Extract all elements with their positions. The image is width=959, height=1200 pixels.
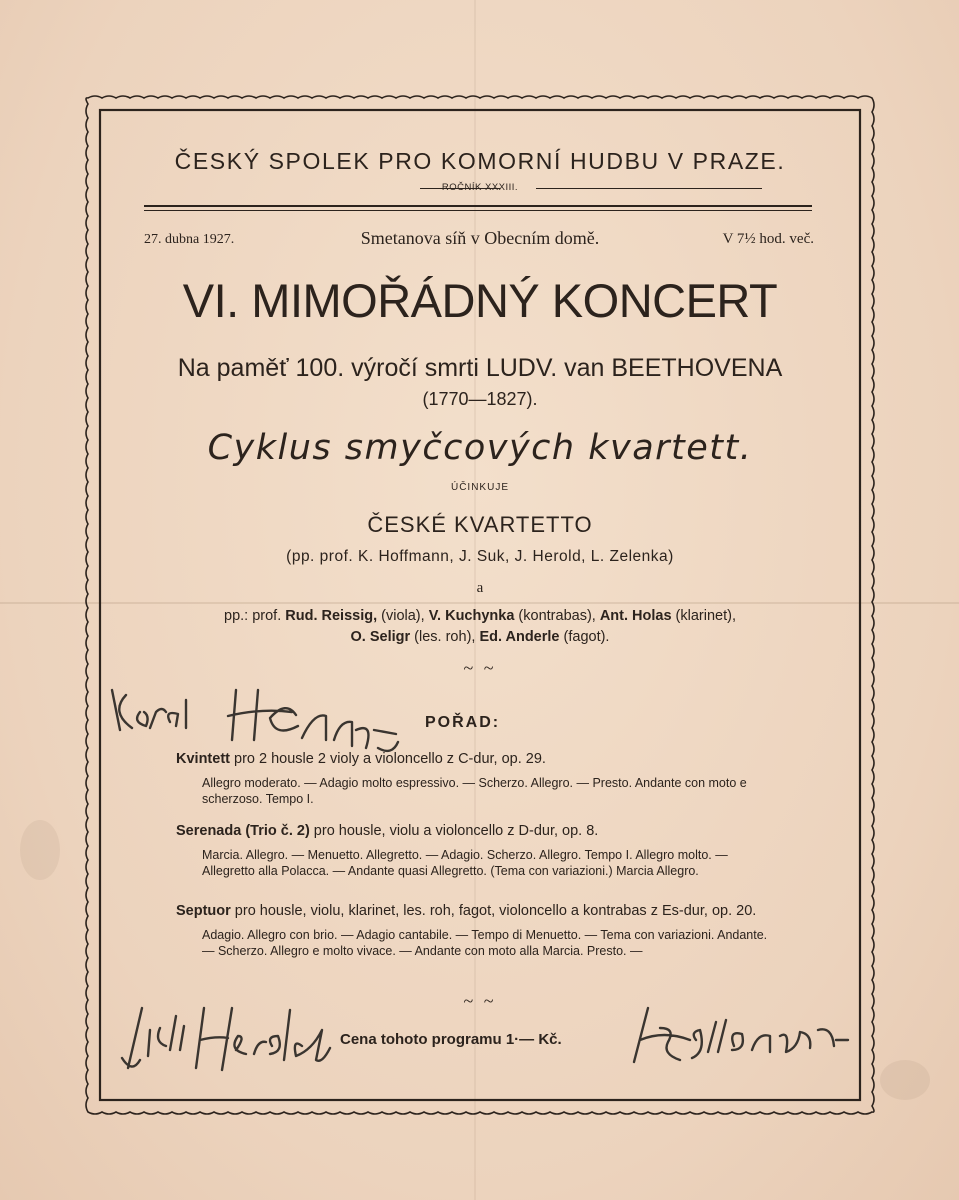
guest-role: (klarinet),: [671, 608, 736, 624]
program-heading: POŘAD:: [425, 714, 501, 731]
performers-label: ÚČINKUJE: [450, 482, 509, 493]
concert-time: V 7½ hod. več.: [722, 231, 814, 247]
guest-performers-line-2: [100, 629, 860, 645]
guest-role: (kontrabas),: [514, 608, 600, 624]
guest-name: V. Kuchynka: [428, 608, 515, 624]
guest-performers-line-1: [100, 608, 860, 624]
piece-name: Kvintett: [176, 751, 230, 767]
ornament-separator: ~ ~: [463, 991, 497, 1011]
guest-role: (les. roh),: [410, 629, 480, 645]
piece-movements: Allegro moderato. — Adagio molto espressivo. — Scherzo. Allegro. — Presto. Andante con moto e scherzoso. Tempo I.: [202, 776, 747, 806]
header-rule-bottom: [144, 210, 812, 211]
guest-role: (fagot).: [559, 629, 610, 645]
piece-title: [176, 822, 776, 841]
guest-name: Ed. Anderle: [479, 629, 560, 645]
memorial-line: Na paměť 100. výročí smrti LUDV. van BEETHOVENA: [177, 354, 783, 382]
concert-venue: Smetanova síň v Obecním domě.: [360, 228, 600, 248]
quartet-members: (pp. prof. K. Hoffmann, J. Suk, J. Herold, L. Zelenka): [286, 548, 674, 565]
beethoven-years: (1770—1827).: [422, 389, 538, 409]
guest-role: (viola),: [377, 608, 429, 624]
concert-date: 27. dubna 1927.: [144, 232, 235, 247]
guest-prefix: pp.: prof.: [224, 608, 286, 624]
cycle-title: Cyklus smyčcových kvartett.: [207, 428, 753, 468]
concert-title: VI. MIMOŘÁDNÝ KONCERT: [182, 274, 778, 327]
piece-name: Serenada (Trio č. 2): [176, 823, 310, 839]
guest-name: Ant. Holas: [599, 608, 672, 624]
piece-title: [176, 902, 776, 921]
society-name: ČESKÝ SPOLEK PRO KOMORNÍ HUDBU V PRAZE.: [174, 148, 786, 174]
piece-description: pro housle, violu a violoncello z D-dur, op. 8.: [309, 823, 599, 839]
piece-title: [176, 750, 776, 769]
piece-name: Septuor: [176, 903, 231, 919]
piece-description: pro housle, violu, klarinet, les. roh, fagot, violoncello a kontrabas z Es-dur, op. 20.: [230, 903, 757, 919]
quartet-name: ČESKÉ KVARTETTO: [367, 512, 593, 537]
program-piece: [176, 902, 776, 959]
guest-name: O. Seligr: [350, 629, 411, 645]
program-piece: [176, 822, 776, 879]
conjunction-and: a: [476, 580, 484, 596]
rocnik-rule-right: [536, 188, 762, 189]
guest-name: Rud. Reissig,: [285, 608, 378, 624]
program-price: Cena tohoto programu 1·— Kč.: [340, 1031, 562, 1048]
piece-movements: Adagio. Allegro con brio. — Adagio cantabile. — Tempo di Menuetto. — Tema con variazioni. Andante. — Scherzo. Allegro e molto vivace. — Andante con moto alla Marcia. Presto. —: [202, 928, 768, 958]
header-rule-top: [144, 205, 812, 207]
ornament-separator: ~ ~: [463, 658, 497, 678]
piece-description: pro 2 housle 2 violy a violoncello z C-dur, op. 29.: [229, 751, 546, 767]
program-body: [100, 110, 860, 1100]
piece-movements: Marcia. Allegro. — Menuetto. Allegretto. — Adagio. Scherzo. Allegro. Tempo I. Allegro molto. — Allegretto alla Polacca. — Andante quasi Allegretto. (Tema con variazioni.) Marcia Allegro.: [202, 848, 728, 878]
program-piece: [176, 750, 776, 807]
volume-label: ROČNÍK XXXIII.: [441, 182, 519, 193]
